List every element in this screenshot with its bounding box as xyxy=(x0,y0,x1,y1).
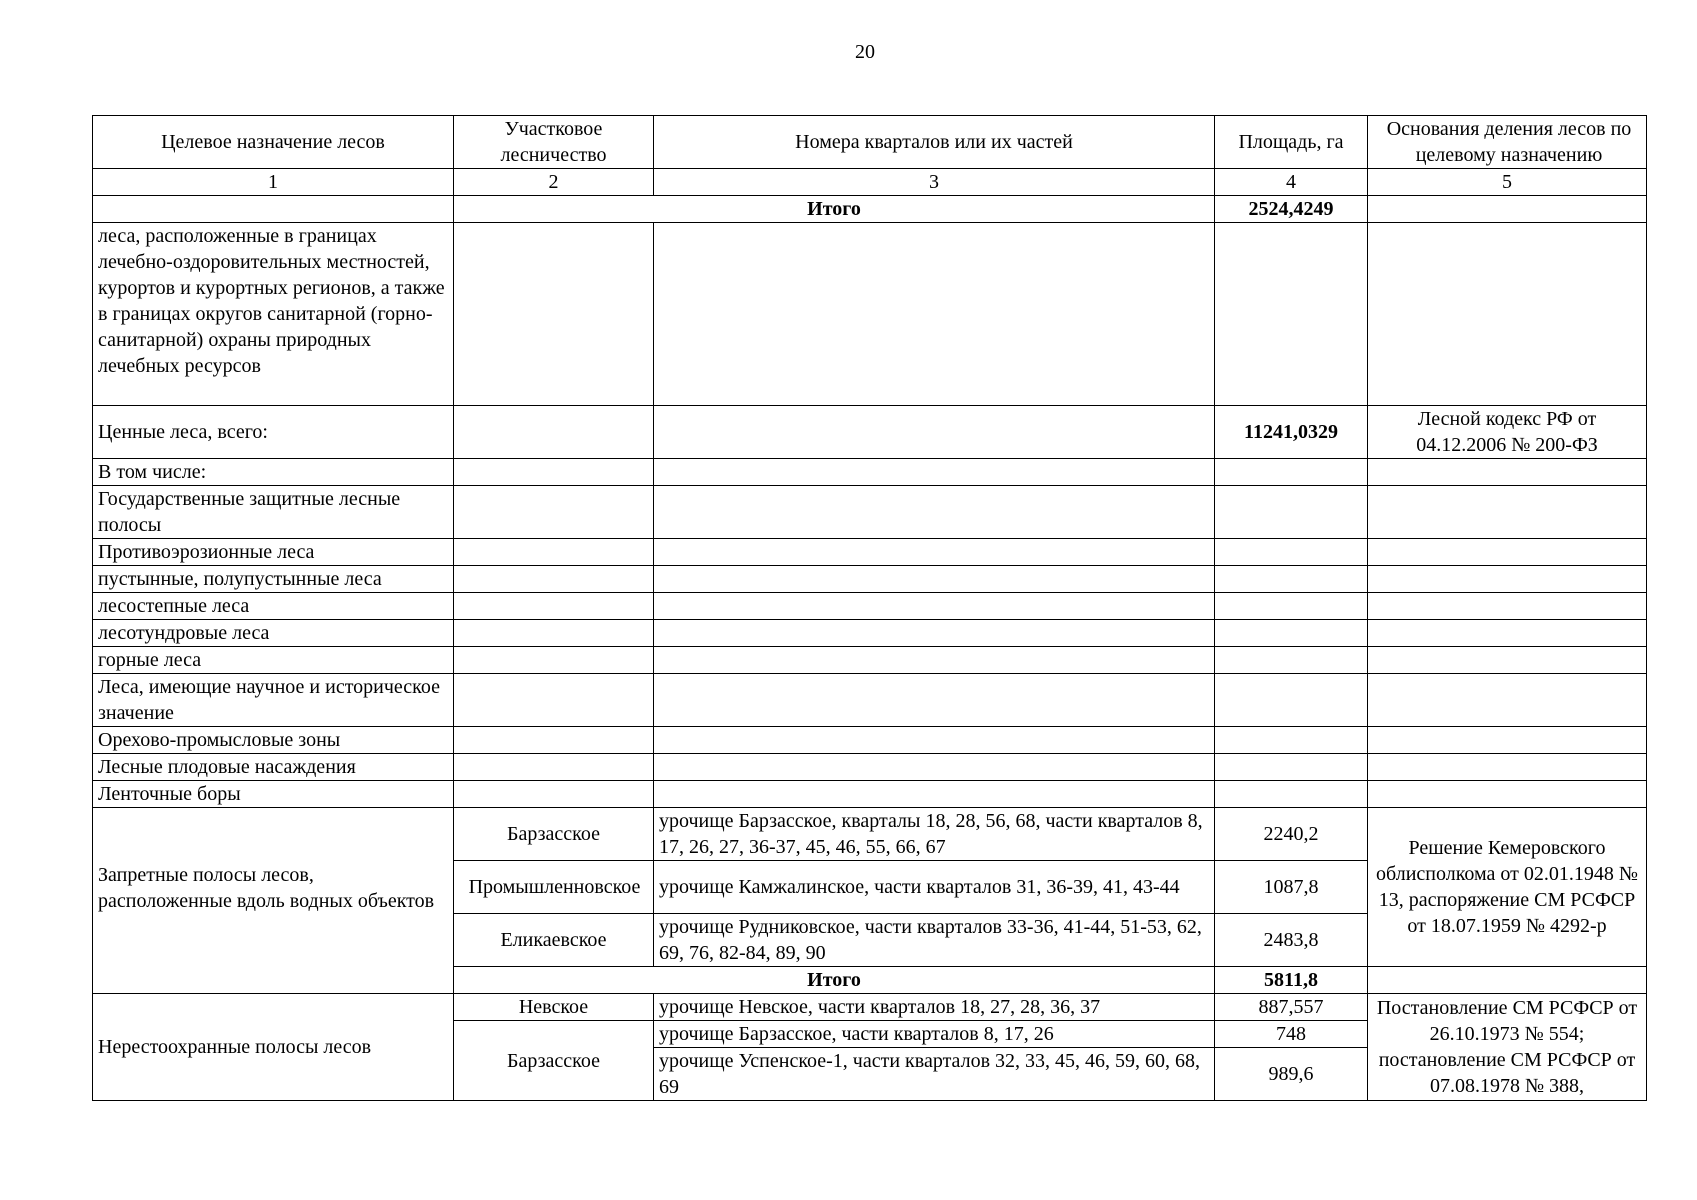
quarters-cell: урочище Рудниковское, части кварталов 33-36, 41-44, 51-53, 62, 69, 76, 82-84, 89, 90 xyxy=(654,914,1215,967)
purpose-cell: Противоэрозионные леса xyxy=(93,539,454,566)
purpose-cell: Ленточные боры xyxy=(93,781,454,808)
table-row xyxy=(93,727,1647,754)
quarters-cell: урочище Успенское-1, части кварталов 32, 33, 45, 46, 59, 60, 68, 69 xyxy=(654,1048,1215,1101)
header-quarters: Номера кварталов или их частей xyxy=(654,116,1215,169)
area-cell: 2240,2 xyxy=(1215,808,1368,861)
purpose-cell: леса, расположенные в границах лечебно-оздоровительных местностей, курортов и курортных регионов, а также в границах округов санитарной (горно-санитарной) охраны природных лечебных ресурсов xyxy=(93,223,454,406)
table-row xyxy=(93,593,1647,620)
total-empty-cell xyxy=(93,196,454,223)
header-forestry: Участковое лесничество xyxy=(454,116,654,169)
quarters-cell: урочище Барзасское, кварталы 18, 28, 56, 68, части кварталов 8, 17, 26, 27, 36-37, 45, 46, 55, 66, 67 xyxy=(654,808,1215,861)
table-row xyxy=(93,781,1647,808)
header-purpose: Целевое назначение лесов xyxy=(93,116,454,169)
area-cell: 11241,0329 xyxy=(1215,406,1368,459)
col-number-3: 3 xyxy=(654,169,1215,196)
table-row xyxy=(93,459,1647,486)
col-number-4: 4 xyxy=(1215,169,1368,196)
zapretnye-basis: Решение Кемеровского облисполкома от 02.01.1948 № 13, распоряжение СМ РСФСР от 18.07.1959 № 4292-р xyxy=(1368,808,1647,967)
col-number-5: 5 xyxy=(1368,169,1647,196)
nerest-basis: Постановление СМ РСФСР от 26.10.1973 № 554; постановление СМ РСФСР от 07.08.1978 № 388, xyxy=(1368,994,1647,1101)
purpose-cell: горные леса xyxy=(93,647,454,674)
purpose-cell: пустынные, полупустынные леса xyxy=(93,566,454,593)
area-cell: 2483,8 xyxy=(1215,914,1368,967)
nerest-purpose: Нерестоохранные полосы лесов xyxy=(93,994,454,1101)
table-row xyxy=(93,754,1647,781)
zapretnye-total-area: 5811,8 xyxy=(1215,967,1368,994)
quarters-cell: урочище Барзасское, части кварталов 8, 17, 26 xyxy=(654,1021,1215,1048)
purpose-cell: В том числе: xyxy=(93,459,454,486)
purpose-cell: лесостепные леса xyxy=(93,593,454,620)
zapretnye-purpose: Запретные полосы лесов, расположенные вдоль водных объектов xyxy=(93,808,454,994)
col-number-2: 2 xyxy=(454,169,654,196)
area-cell: 989,6 xyxy=(1215,1048,1368,1101)
purpose-cell: Орехово-промысловые зоны xyxy=(93,727,454,754)
total-row xyxy=(93,196,1647,223)
table-row xyxy=(93,674,1647,727)
column-number-row xyxy=(93,169,1647,196)
table-row xyxy=(93,406,1647,459)
col-number-1: 1 xyxy=(93,169,454,196)
total-label: Итого xyxy=(454,196,1215,223)
forest-purpose-table xyxy=(92,115,1647,1101)
area-cell: 887,557 xyxy=(1215,994,1368,1021)
area-cell: 748 xyxy=(1215,1021,1368,1048)
basis-cell: Лесной кодекс РФ от 04.12.2006 № 200-ФЗ xyxy=(1368,406,1647,459)
forestry-cell: Невское xyxy=(454,994,654,1021)
table-header-row xyxy=(93,116,1647,169)
header-area: Площадь, га xyxy=(1215,116,1368,169)
forestry-cell: Еликаевское xyxy=(454,914,654,967)
table-row xyxy=(93,647,1647,674)
table-row xyxy=(93,566,1647,593)
table-row xyxy=(93,539,1647,566)
purpose-cell: Лесные плодовые насаждения xyxy=(93,754,454,781)
table-row xyxy=(93,620,1647,647)
forestry-cell: Барзасское xyxy=(454,808,654,861)
page-number: 20 xyxy=(855,41,875,63)
forestry-cell: Промышленновское xyxy=(454,861,654,914)
header-basis: Основания деления лесов по целевому назначению xyxy=(1368,116,1647,169)
area-cell: 1087,8 xyxy=(1215,861,1368,914)
purpose-cell: Государственные защитные лесные полосы xyxy=(93,486,454,539)
table-row xyxy=(93,223,1647,406)
total-basis-cell xyxy=(1368,196,1647,223)
zapretnye-row xyxy=(93,808,1647,861)
quarters-cell: урочище Камжалинское, части кварталов 31, 36-39, 41, 43-44 xyxy=(654,861,1215,914)
forestry-cell: Барзасское xyxy=(454,1021,654,1101)
purpose-cell: Леса, имеющие научное и историческое значение xyxy=(93,674,454,727)
quarters-cell: урочище Невское, части кварталов 18, 27, 28, 36, 37 xyxy=(654,994,1215,1021)
table-row xyxy=(93,486,1647,539)
purpose-cell: Ценные леса, всего: xyxy=(93,406,454,459)
purpose-cell: лесотундровые леса xyxy=(93,620,454,647)
nerest-row xyxy=(93,994,1647,1021)
total-area: 2524,4249 xyxy=(1215,196,1368,223)
zapretnye-total-label: Итого xyxy=(454,967,1215,994)
